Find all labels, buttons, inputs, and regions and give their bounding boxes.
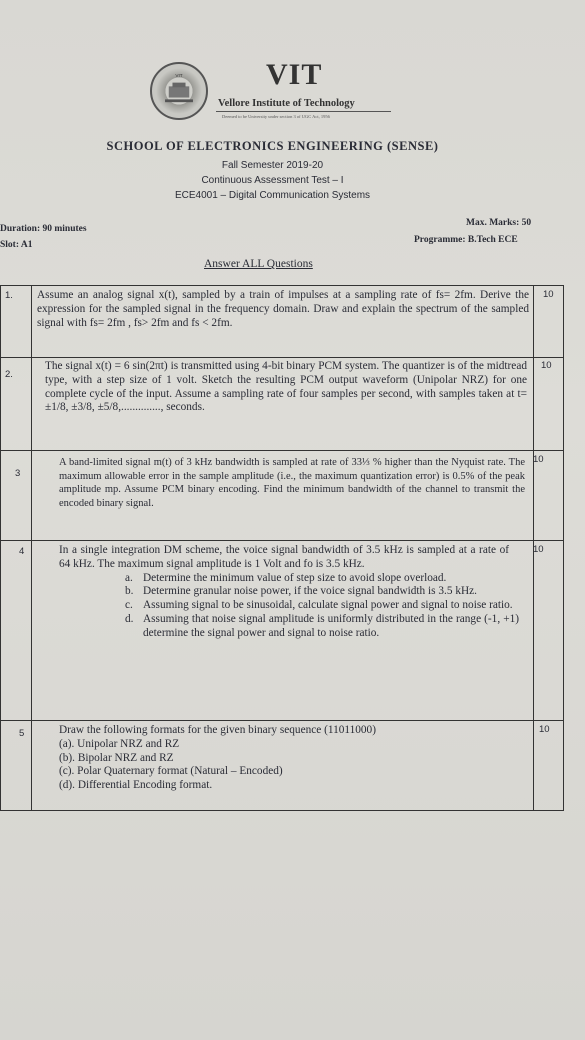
semester: Fall Semester 2019-20 bbox=[221, 160, 324, 171]
duration: Duration: 90 minutes bbox=[0, 224, 87, 234]
question-text bbox=[59, 724, 499, 793]
logo-text: VIT bbox=[175, 73, 183, 79]
school-name: SCHOOL OF ELECTRONICS ENGINEERING (SENSE) bbox=[106, 139, 439, 153]
question-marks: 10 bbox=[539, 724, 550, 735]
format-item: (a). Unipolar NRZ and RZ bbox=[59, 737, 180, 750]
format-item: (c). Polar Quaternary format (Natural – Encoded) bbox=[59, 765, 283, 778]
question-parts bbox=[121, 572, 519, 641]
header-divider bbox=[216, 111, 391, 112]
question-number: 3 bbox=[15, 468, 21, 479]
institute-full-name: Vellore Institute of Technology bbox=[218, 98, 355, 109]
question-part bbox=[121, 599, 519, 613]
programme: Programme: B.Tech ECE bbox=[414, 235, 518, 245]
question-marks: 10 bbox=[533, 544, 544, 555]
question-part bbox=[121, 572, 519, 586]
format-item: (b). Bipolar NRZ and RZ bbox=[59, 751, 174, 764]
question-stem: In a single integration DM scheme, the voice signal bandwidth of 3.5 kHz is sampled at a rate of 64 kHz. The maximum signal amplitude is 1 Volt and fo is 3.5 kHz. bbox=[59, 544, 509, 570]
question-row bbox=[1, 720, 563, 811]
part-text: Determine granular noise power, if the voice signal bandwidth is 3.5 kHz. bbox=[143, 585, 477, 598]
question-stem: Draw the following formats for the given binary sequence (11011000) bbox=[59, 724, 376, 736]
question-text: A band-limited signal m(t) of 3 kHz bandwidth is sampled at rate of 33⅓ % higher than the Nyquist rate. The maximum allowable error in the sample amplitude (i.e., the maximum quantization error) is 0.5% of the peak amplitude mp. Assume PCM binary encoding. Find the minimum bandwidth of the channel to transmit the encoded binary signal. bbox=[59, 457, 525, 509]
question-number: 5 bbox=[19, 728, 25, 739]
part-label: d. bbox=[125, 612, 134, 625]
question-number: 4 bbox=[19, 546, 25, 557]
max-marks: Max. Marks: 50 bbox=[466, 218, 532, 228]
questions-table bbox=[0, 285, 564, 811]
question-row bbox=[1, 357, 563, 451]
course-title: ECE4001 – Digital Communication Systems bbox=[174, 190, 371, 201]
question-part bbox=[121, 585, 519, 599]
part-text: Assuming that noise signal amplitude is uniformly distributed in the range (-1, +1) determine the signal power and signal to noise ratio. bbox=[143, 612, 519, 639]
format-item: (d). Differential Encoding format. bbox=[59, 779, 213, 792]
part-text: Determine the minimum value of step size to avoid slope overload. bbox=[143, 571, 447, 584]
part-label: c. bbox=[125, 599, 133, 612]
slot: Slot: A1 bbox=[0, 240, 33, 250]
exam-title: Continuous Assessment Test – I bbox=[201, 175, 344, 186]
question-row bbox=[1, 540, 563, 721]
question-marks: 10 bbox=[543, 289, 554, 300]
deemed-university-note: Deemed to be University under section 3 of UGC Act, 1956 bbox=[222, 114, 330, 119]
question-row bbox=[1, 450, 563, 541]
institute-name: VIT bbox=[266, 58, 323, 91]
question-number: 1. bbox=[5, 290, 13, 301]
question-number: 2. bbox=[5, 369, 13, 380]
question-text: Assume an analog signal x(t), sampled by a train of impulses at a sampling rate of fs= 2fm. Derive the expression for the sampled signal in the frequency domain. Draw and explain the spectrum of the sampled signal with fs= 2fm , fs> 2fm and fs < 2fm. bbox=[37, 289, 529, 329]
question-marks: 10 bbox=[541, 360, 552, 371]
instruction: Answer ALL Questions bbox=[204, 258, 313, 270]
question-text: The signal x(t) = 6 sin(2πt) is transmitted using 4-bit binary PCM system. The quantizer is of the midtread type, with a step size of 1 volt. Sketch the resulting PCM output waveform (Unipolar NRZ) for one complete cycle of the input. Assume a sampling rate of four samples per second, with samples taken at t= ±1/8, ±3/8, ±5/8,.............., seconds. bbox=[45, 360, 527, 414]
vit-logo bbox=[150, 62, 208, 120]
question-part bbox=[121, 613, 519, 641]
part-text: Assuming signal to be sinusoidal, calculate signal power and signal to noise ratio. bbox=[143, 599, 513, 612]
part-label: b. bbox=[125, 585, 134, 598]
question-row bbox=[1, 286, 563, 358]
question-marks: 10 bbox=[533, 454, 544, 465]
question-text bbox=[59, 544, 519, 641]
part-label: a. bbox=[125, 571, 133, 584]
